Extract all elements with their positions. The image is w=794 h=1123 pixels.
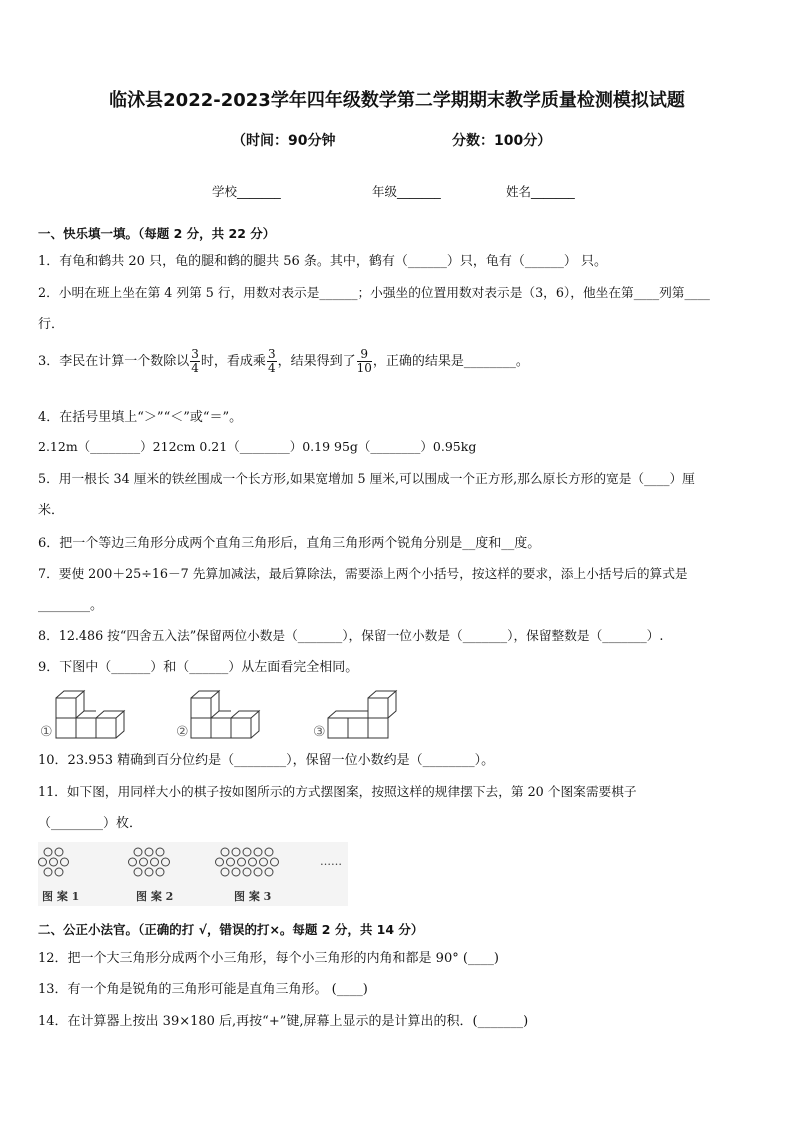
question-4-items: 2.12m（________）212cm 0.21（________）0.19 95g（________）0.95kg — [38, 439, 477, 454]
question-10: 10．23.953 精确到百分位约是（________），保留一位小数约是（________）。 — [38, 753, 495, 768]
question-2: 2．小明在班上坐在第 4 列第 5 行，用数对表示是______；小强坐的位置用数对表示是（3，6），他坐在第____列第____ — [38, 285, 710, 300]
question-9: 9．下图中（______）和（______）从左面看完全相同。 — [38, 660, 359, 675]
question-4: 4．在括号里填上“＞”“＜”或“＝”。 — [38, 410, 243, 425]
fraction-9-10: $\frac{9}{10}$ — [356, 347, 372, 375]
exam-time: （时间：90分钟 — [232, 133, 336, 149]
fraction-3-4: $\frac{3}{4}$ — [191, 347, 199, 375]
question-7: 7．要使 200＋25÷16－7 先算加减法，最后算除法，需要添上两个小括号，按这样的要求，添上小括号后的算式是 — [38, 566, 688, 581]
pattern-label-3: 图 案 3 — [234, 890, 272, 903]
pattern-2 — [129, 848, 170, 876]
question-8: 8．12.486 按“四舍五入法”保留两位小数是（_______），保留一位小数是（_______），保留整数是（_______）. — [38, 628, 664, 643]
exam-score: 分数：100分） — [452, 133, 552, 149]
pattern-figure — [38, 842, 348, 906]
question-14: 14．在计算器上按出 39×180 后,再按“+”键,屏幕上显示的是计算出的积．(_______) — [38, 1014, 529, 1029]
cube-figure-2 — [191, 691, 259, 738]
pattern-ellipsis: …… — [320, 855, 342, 868]
question-5: 5．用一根长 34 厘米的铁丝围成一个长方形,如果宽增加 5 厘米,可以围成一个正方形,那么原长方形的宽是（____）厘 — [38, 471, 695, 486]
question-12: 12．把一个大三角形分成两个小三角形，每个小三角形的内角和都是 90° (____) — [38, 951, 499, 966]
pattern-label-1: 图 案 1 — [42, 890, 80, 903]
exam-title: 临沭县2022-2023学年四年级数学第二学期期末教学质量检测模拟试题 — [109, 90, 685, 111]
question-13: 13．有一个角是锐角的三角形可能是直角三角形。 (____) — [38, 982, 368, 997]
question-2-cont: 行． — [38, 317, 65, 332]
question-11-cont: （________）枚． — [38, 816, 143, 831]
figure-label-2: ② — [176, 724, 189, 740]
pattern-1 — [39, 848, 69, 876]
question-6: 6．把一个等边三角形分成两个直角三角形后，直角三角形两个锐角分别是__度和__度。 — [38, 536, 541, 551]
question-5-cont: 米． — [38, 503, 65, 518]
pattern-label-2: 图 案 2 — [136, 890, 174, 903]
fraction-3-4-b: $\frac{3}{4}$ — [267, 347, 276, 375]
question-11: 11．如下图，用同样大小的棋子按如图所示的方式摆图案，按照这样的规律摆下去，第 20 个图案需要棋子 — [38, 784, 637, 799]
cube-figure-3 — [328, 691, 396, 738]
section-2-heading: 二、公正小法官。（正确的打 √，错误的打×。每题 2 分，共 14 分） — [38, 922, 424, 937]
cube-figures — [38, 684, 398, 740]
cube-figure-1 — [56, 691, 124, 738]
section-1-heading: 一、快乐填一填。（每题 2 分，共 22 分） — [38, 226, 276, 241]
grade-field: 年级_______ — [372, 184, 441, 199]
figure-label-3: ③ — [313, 724, 326, 740]
pattern-3 — [216, 848, 279, 876]
figure-label-1: ① — [40, 724, 53, 740]
name-field: 姓名_______ — [506, 184, 575, 199]
question-7-cont: ________。 — [38, 598, 104, 613]
question-3: 3．李民在计算一个数除以 $\frac{3}{4}$ 时，看成乘 $\frac{3}{4}$ ，结果得到了 $\frac{9}{10}$ ，正确的结果是________。 — [38, 347, 529, 375]
question-1: 1．有龟和鹤共 20 只，龟的腿和鹤的腿共 56 条。其中，鹤有（______）只，龟有（______） 只。 — [38, 254, 608, 269]
school-field: 学校_______ — [212, 184, 281, 199]
